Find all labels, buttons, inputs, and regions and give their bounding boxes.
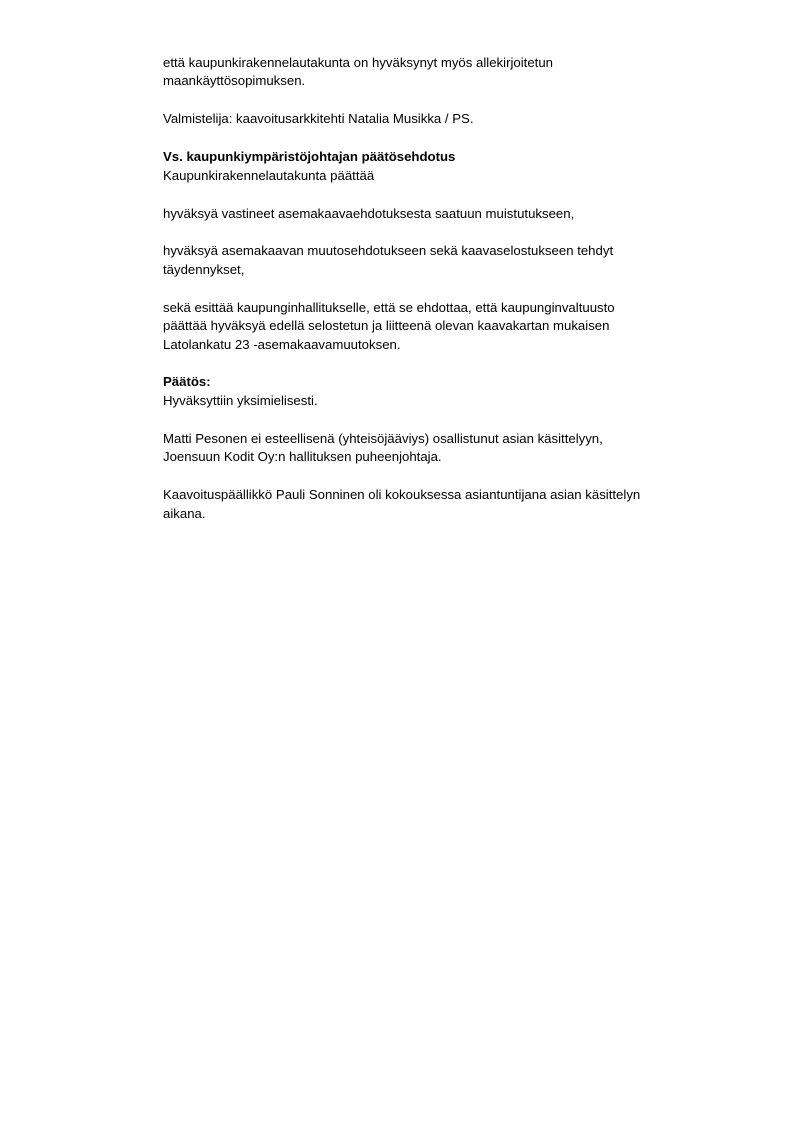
- text-line: aikana.: [163, 505, 206, 521]
- text-line: täydennykset,: [163, 261, 245, 277]
- text-line: hyväksyä vastineet asemakaavaehdotuksesta saatuun muistutukseen,: [163, 205, 575, 221]
- decision-section: [163, 373, 723, 410]
- text-line: Valmistelija: kaavoitusarkkitehti Natalia Musikka / PS.: [163, 111, 474, 127]
- proposal-item-1: [163, 205, 723, 223]
- text-line: Joensuun Kodit Oy:n hallituksen puheenjohtaja.: [163, 449, 442, 465]
- text-line: maankäyttösopimuksen.: [163, 73, 306, 89]
- text-line: että kaupunkirakennelautakunta on hyväksynyt myös allekirjoitetun: [163, 55, 553, 70]
- document-body: [163, 54, 723, 542]
- section-heading: Päätös:: [163, 374, 211, 390]
- proposal-section: [163, 148, 723, 185]
- disqualification-note: [163, 430, 723, 467]
- text-line: Kaavoituspäällikkö Pauli Sonninen oli kokouksessa asiantuntijana asian käsittelyn: [163, 487, 641, 503]
- section-heading: Vs. kaupunkiympäristöjohtajan päätösehdotus: [163, 149, 456, 165]
- text-line: Kaupunkirakennelautakunta päättää: [163, 167, 375, 183]
- text-line: Latolankatu 23 -asemakaavamuutoksen.: [163, 336, 401, 352]
- proposal-item-2: [163, 242, 723, 279]
- expert-note: [163, 486, 723, 523]
- preparer-line: [163, 110, 723, 128]
- text-line: hyväksyä asemakaavan muutosehdotukseen sekä kaavaselostukseen tehdyt: [163, 243, 614, 259]
- text-line: sekä esittää kaupunginhallitukselle, että se ehdottaa, että kaupunginvaltuusto: [163, 299, 615, 315]
- approval-paragraph: [163, 54, 723, 91]
- text-line: päättää hyväksyä edellä selostetun ja liitteenä olevan kaavakartan mukaisen: [163, 318, 610, 334]
- text-line: Hyväksyttiin yksimielisesti.: [163, 392, 318, 408]
- proposal-item-3: [163, 299, 723, 354]
- text-line: Matti Pesonen ei esteellisenä (yhteisöjääviys) osallistunut asian käsittelyyn,: [163, 430, 603, 446]
